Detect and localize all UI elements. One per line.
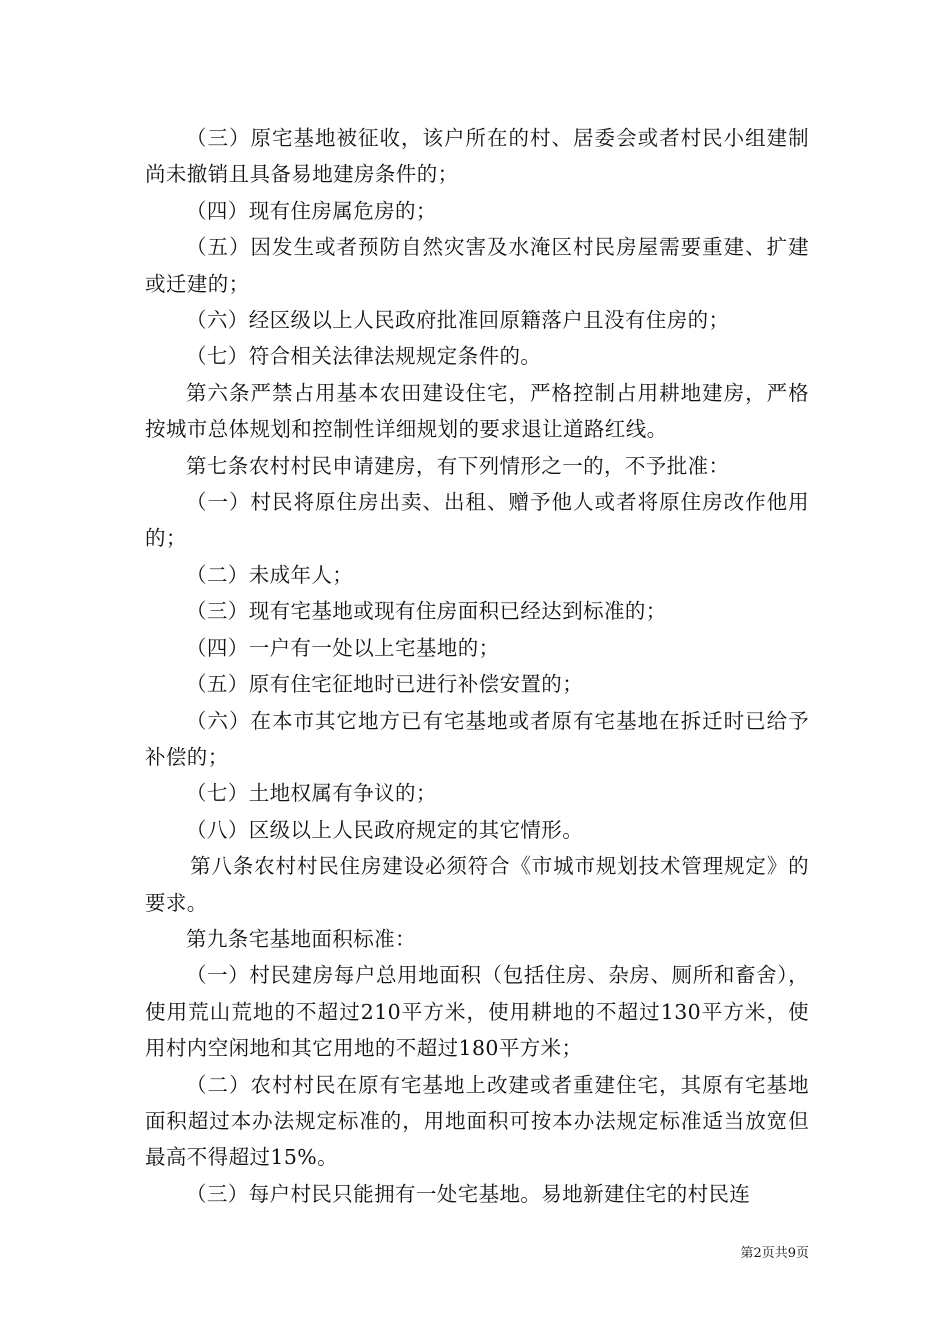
paragraph-4: （六）经区级以上人民政府批准回原籍落户且没有住房的； — [186, 308, 730, 333]
article-6: 第六条严禁占用基本农田建设住宅，严格控制占用耕地建房，严格按城市总体规划和控制性详细规划的要求退让道路红线。 — [145, 380, 809, 442]
article-9: 第九条宅基地面积标准： — [186, 926, 416, 951]
paragraph-10: （三）现有宅基地或现有住房面积已经达到标准的； — [186, 599, 667, 624]
paragraph-9: （二）未成年人； — [186, 562, 354, 587]
paragraph-8: （一）村民将原住房出卖、出租、赠予他人或者将原住房改作他用的； — [145, 490, 809, 551]
paragraph-1: （三）原宅基地被征收，该户所在的村、居委会或者村民小组建制尚未撤销且具备易地建房条件的； — [145, 126, 809, 187]
page-number: 第2页共9页 — [740, 1246, 809, 1261]
paragraph-15: （八）区级以上人民政府规定的其它情形。 — [186, 817, 584, 842]
paragraph-14: （七）土地权属有争议的； — [186, 781, 437, 806]
paragraph-13: （六）在本市其它地方已有宅基地或者原有宅基地在拆迁时已给予补偿的； — [145, 708, 809, 769]
paragraph-19: （二）农村村民在原有宅基地上改建或者重建住宅，其原有宅基地面积超过本办法规定标准的，用地面积可按本办法规定标准适当放宽但最高不得超过15%。 — [145, 1072, 809, 1170]
paragraph-18: （一）村民建房每户总用地面积（包括住房、杂房、厕所和畜舍），使用荒山荒地的不超过210平方米，使用耕地的不超过130平方米，使用村内空闲地和其它用地的不超过180平方米； — [145, 963, 809, 1061]
article-7: 第七条农村村民申请建房，有下列情形之一的，不予批准： — [186, 453, 730, 478]
paragraph-12: （五）原有住宅征地时已进行补偿安置的； — [186, 672, 584, 697]
document-body — [145, 120, 809, 1212]
paragraph-11: （四）一户有一处以上宅基地的； — [186, 635, 500, 660]
paragraph-3: （五）因发生或者预防自然灾害及水淹区村民房屋需要重建、扩建或迁建的； — [145, 235, 809, 296]
article-8: 第八条农村村民住房建设必须符合《市城市规划技术管理规定》的要求。 — [145, 854, 809, 915]
paragraph-5: （七）符合相关法律法规规定条件的。 — [186, 344, 542, 369]
paragraph-2: （四）现有住房属危房的； — [186, 198, 437, 223]
paragraph-20: （三）每户村民只能拥有一处宅基地。易地新建住宅的村民连 — [186, 1181, 751, 1206]
